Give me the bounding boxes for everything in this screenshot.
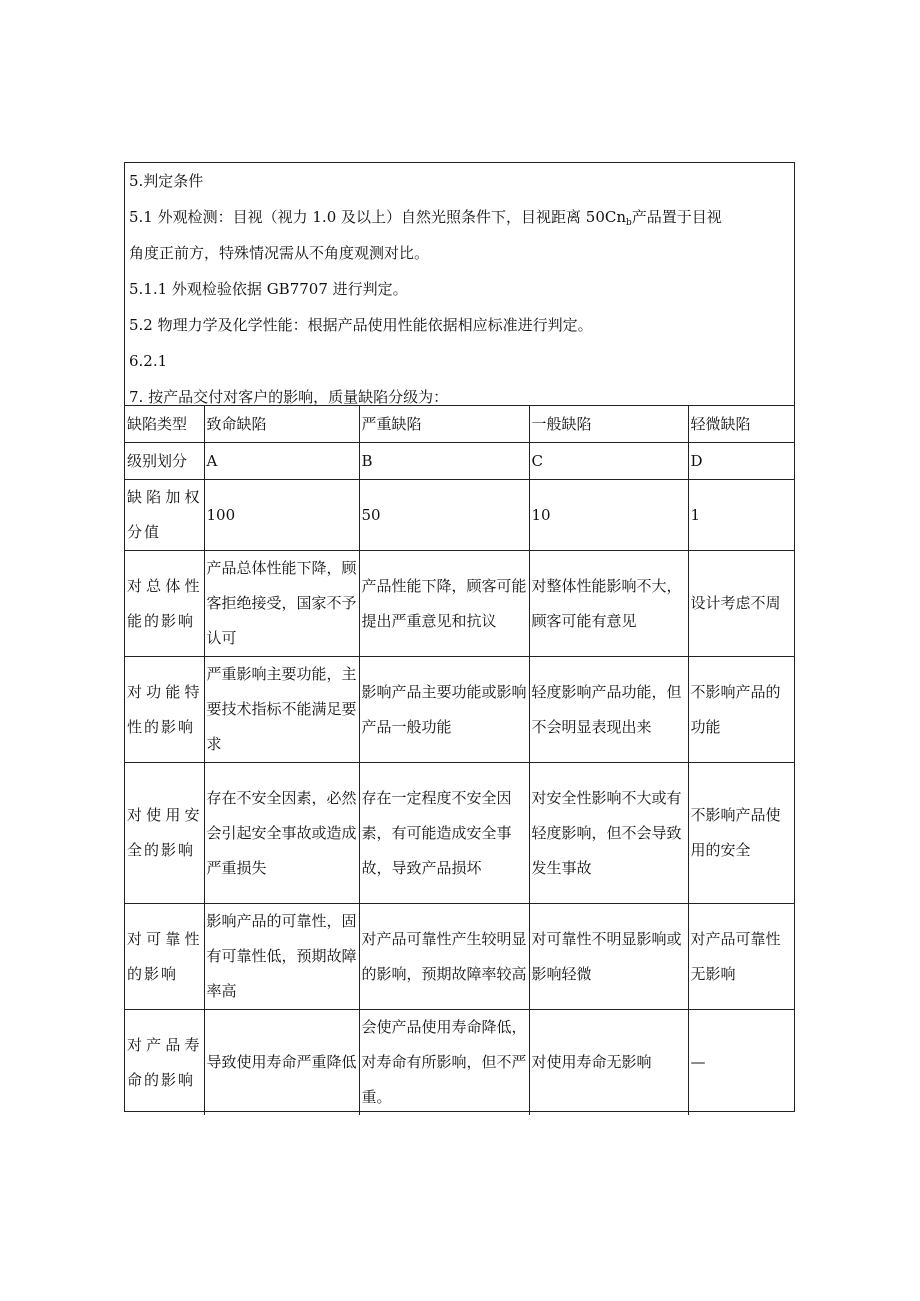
table-row — [125, 657, 794, 763]
table-cell: 严重缺陷 — [359, 406, 529, 443]
judgement-conditions-section — [125, 163, 794, 405]
defect-classification-table — [125, 405, 794, 1115]
table-row — [125, 763, 794, 904]
table-cell: C — [529, 443, 688, 480]
table-cell: 一般缺陷 — [529, 406, 688, 443]
table-cell: 对产品可靠性无影响 — [688, 904, 794, 1010]
table-cell: D — [688, 443, 794, 480]
table-cell: 存在一定程度不安全因素，有可能造成安全事故，导致产品损坏 — [359, 763, 529, 904]
defect-classification-intro: 7. 按产品交付对客户的影响，质量缺陷分级为： — [129, 388, 449, 405]
visual-inspection-continuation: 角度正前方，特殊情况需从不角度观测对比。 — [129, 244, 430, 262]
section-number-paragraph: 6.2.1 — [129, 352, 168, 370]
table-cell: 存在不安全因素，必然会引起安全事故或造成严重损失 — [204, 763, 359, 904]
table-cell: 对可靠性不明显影响或影响轻微 — [529, 904, 688, 1010]
table-cell: B — [359, 443, 529, 480]
table-cell: 对可靠性的影响 — [125, 904, 204, 1010]
unit-subscript: b — [626, 218, 632, 228]
table-cell: 产品总体性能下降，顾客拒绝接受，国家不予认可 — [204, 551, 359, 657]
appearance-standard-paragraph: 5.1.1 外观检验依据 GB7707 进行判定。 — [129, 280, 408, 298]
table-cell: 对功能特性的影响 — [125, 657, 204, 763]
table-cell: 50 — [359, 480, 529, 551]
table-cell: 级别划分 — [125, 443, 204, 480]
visual-inspection-text-a: 5.1 外观检测：目视（视力 1.0 及以上）自然光照条件下，目视距离 50Cn — [129, 208, 627, 226]
table-cell: 轻微缺陷 — [688, 406, 794, 443]
table-cell: 不影响产品的功能 — [688, 657, 794, 763]
table-cell: 对使用安全的影响 — [125, 763, 204, 904]
table-cell: 对产品可靠性产生较明显的影响，预期故障率较高 — [359, 904, 529, 1010]
document-frame — [124, 162, 795, 1112]
table-cell: 导致使用寿命严重降低 — [204, 1010, 359, 1116]
table-cell: 不影响产品使用的安全 — [688, 763, 794, 904]
table-cell: 对整体性能影响不大，顾客可能有意见 — [529, 551, 688, 657]
table-cell: 10 — [529, 480, 688, 551]
section-heading: 5.判定条件 — [129, 172, 204, 190]
table-header-row — [125, 406, 794, 443]
table-cell: 影响产品主要功能或影响产品一般功能 — [359, 657, 529, 763]
table-cell: — — [688, 1010, 794, 1116]
table-cell: 影响产品的可靠性，固有可靠性低，预期故障率高 — [204, 904, 359, 1010]
table-cell: 缺陷类型 — [125, 406, 204, 443]
table-row — [125, 904, 794, 1010]
table-cell: 对使用寿命无影响 — [529, 1010, 688, 1116]
table-row — [125, 480, 794, 551]
table-cell: 轻度影响产品功能，但不会明显表现出来 — [529, 657, 688, 763]
table-row — [125, 551, 794, 657]
physical-properties-paragraph: 5.2 物理力学及化学性能：根据产品使用性能依据相应标准进行判定。 — [129, 316, 593, 334]
table-cell: 设计考虑不周 — [688, 551, 794, 657]
table-cell: 缺陷加权分值 — [125, 480, 204, 551]
visual-inspection-text-b: 产品置于目视 — [631, 208, 722, 226]
table-cell: 产品性能下降，顾客可能提出严重意见和抗议 — [359, 551, 529, 657]
table-cell: A — [204, 443, 359, 480]
table-row — [125, 1010, 794, 1116]
table-cell: 对安全性影响不大或有轻度影响，但不会导致发生事故 — [529, 763, 688, 904]
table-row — [125, 443, 794, 480]
table-cell: 100 — [204, 480, 359, 551]
table-cell: 对总体性能的影响 — [125, 551, 204, 657]
table-cell: 致命缺陷 — [204, 406, 359, 443]
table-cell: 1 — [688, 480, 794, 551]
table-cell: 严重影响主要功能，主要技术指标不能满足要求 — [204, 657, 359, 763]
table-cell: 对产品寿命的影响 — [125, 1010, 204, 1116]
table-cell: 会使产品使用寿命降低，对寿命有所影响，但不严重。 — [359, 1010, 529, 1116]
